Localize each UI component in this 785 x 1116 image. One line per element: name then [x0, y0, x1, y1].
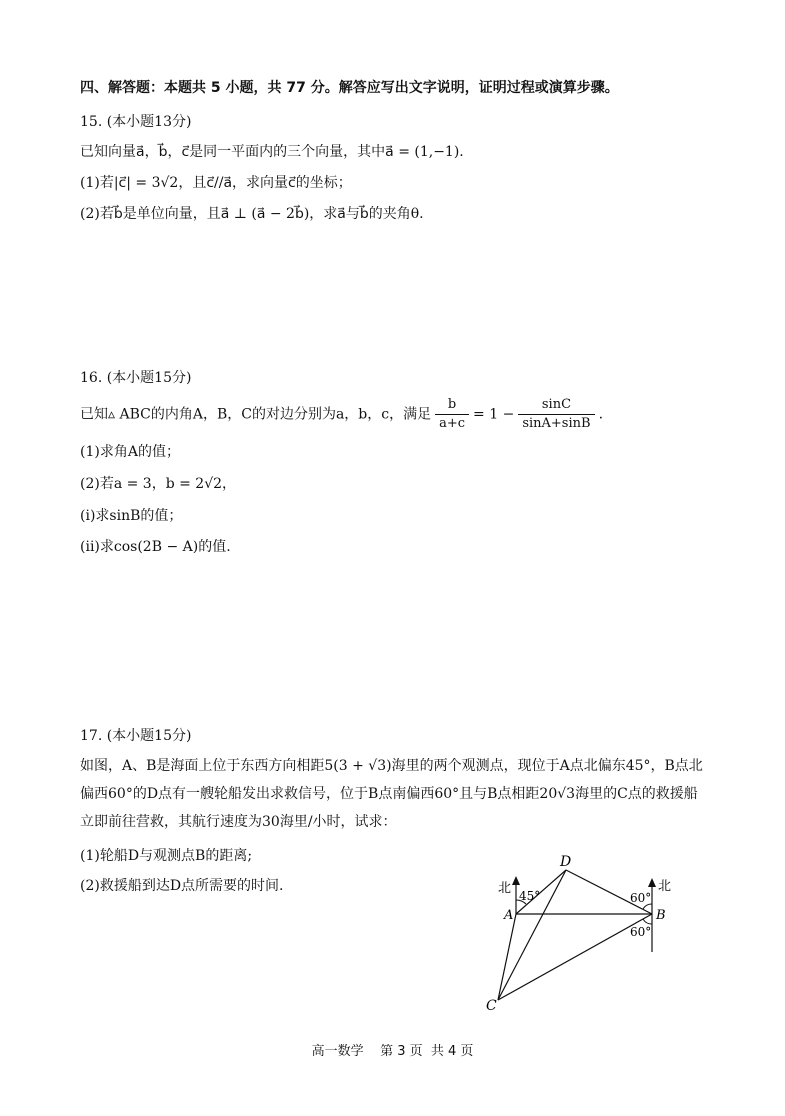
label-angle-60-top: 60° [630, 891, 652, 905]
section-title: 四、解答题：本题共 5 小题，共 77 分。解答应写出文字说明，证明过程或演算步骤。 [80, 80, 619, 96]
q17-part2: (2)救援船到达D点所需要的时间. [80, 878, 284, 894]
q17-stem: 如图，A、B是海面上位于东西方向相距5(3 + √3)海里的两个观测点，现位于A点北偏东45°，B点北偏西60°的D点有一艘轮船发出求救信号，位于B点南偏西60°且与B点相距20√3海里的C点的救援船立即前往营救，其航行速度为30海里/小时，试求： [80, 758, 703, 830]
label-C: C [486, 998, 497, 1014]
label-B: B [656, 908, 666, 923]
segment-AC [498, 914, 516, 1000]
q15-part1: (1)若|c⃗| = 3√2，且c⃗//a⃗，求向量c⃗的坐标； [80, 175, 352, 191]
label-north-left: 北 [498, 881, 512, 896]
q15-header: 15. (本小题13分) [80, 114, 192, 130]
q16-stem-mid: = 1 − [473, 406, 515, 423]
label-A: A [504, 908, 514, 923]
label-angle-60-bottom: 60° [630, 925, 652, 939]
fraction-sine-ratio [518, 396, 594, 433]
fraction-denominator: a+c [439, 416, 466, 431]
q16-stem-text: 已知▵ ABC的内角A，B，C的对边分别为a，b，c，满足 [80, 406, 432, 423]
north-arrow-right-head [648, 878, 656, 887]
fraction-b-over-a-plus-c [435, 396, 469, 433]
q16-part1: (1)求角A的值； [80, 444, 180, 460]
fraction-numerator: b [435, 396, 469, 415]
q16-stem-end: . [598, 406, 604, 423]
q16-part2: (2)若a = 3，b = 2√2， [80, 476, 237, 492]
q16-part2-ii: (ii)求cos(2B − A)的值. [80, 539, 231, 555]
fraction-numerator: sinC [518, 396, 594, 415]
angle-arc-B-bottom [643, 919, 652, 924]
page-footer: 高一数学 第 3 页 共 4 页 [311, 1044, 474, 1059]
q16-stem [80, 396, 603, 433]
label-D: D [560, 854, 572, 870]
q15-part2: (2)若b⃗是单位向量，且a⃗ ⊥ (a⃗ − 2b⃗)，求a⃗与b⃗的夹角θ. [80, 206, 424, 222]
q15-stem: 已知向量a⃗，b⃗，c⃗是同一平面内的三个向量，其中a⃗ = (1,−1). [80, 144, 464, 160]
label-angle-45: 45° [519, 889, 541, 903]
label-north-right: 北 [658, 879, 672, 894]
q17-part1: (1)轮船D与观测点B的距离; [80, 848, 253, 864]
q17-header: 17. (本小题15分) [80, 728, 192, 744]
geometry-diagram [480, 848, 680, 1016]
fraction-denominator: sinA+sinB [522, 416, 591, 431]
q16-header: 16. (本小题15分) [80, 370, 192, 386]
q16-part2-i: (i)求sinB的值； [80, 508, 183, 524]
north-arrow-left-head [512, 876, 520, 885]
